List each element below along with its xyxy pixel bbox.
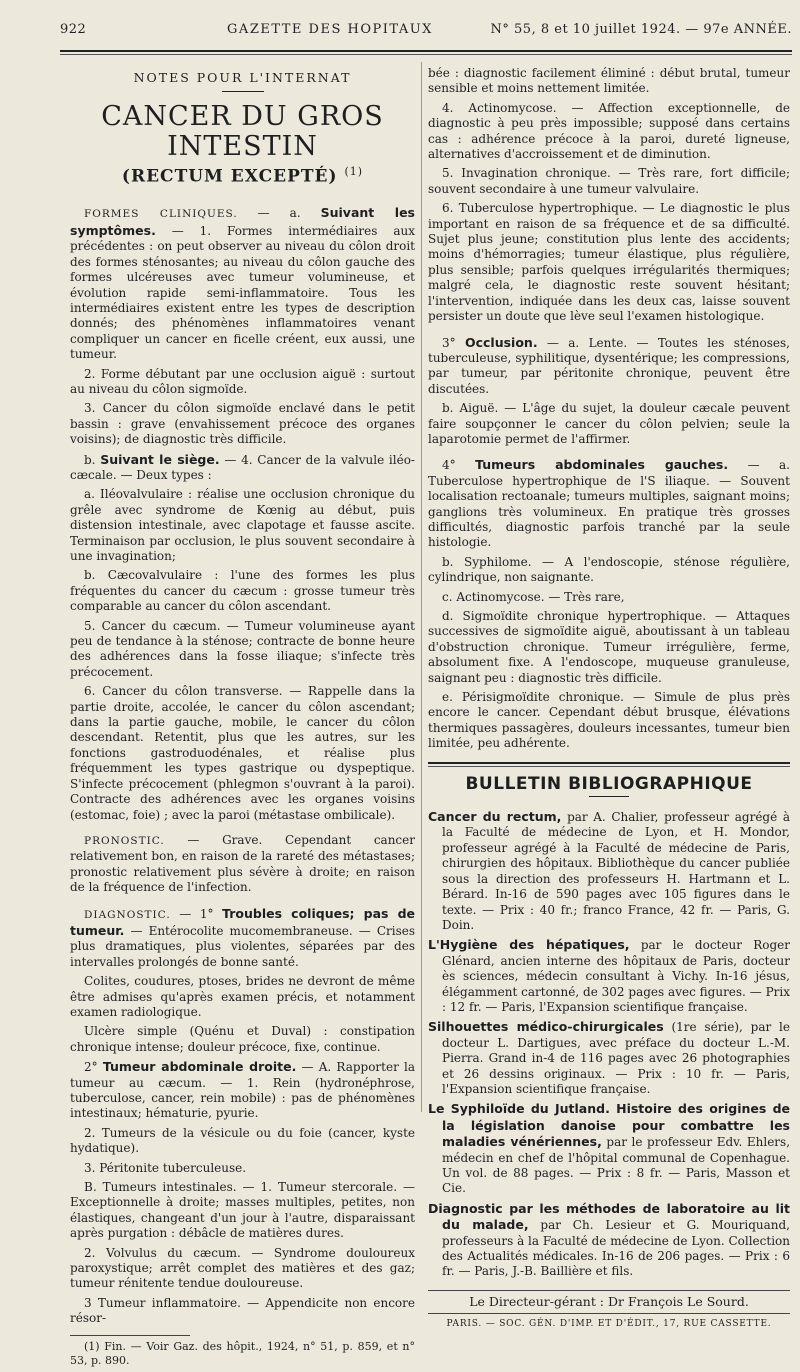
inline-lead: — 1° (170, 906, 223, 921)
biblio-heading: BULLETIN BIBLIOGRAPHIQUE (465, 773, 753, 794)
paragraph: Colites, coudures, ptoses, brides ne devront de même être admises qu'après examen précis, et notamment examen radiologique. (70, 974, 415, 1019)
paragraph-text: — Grave. Cependant cancer relativement bon, en raison de la rareté des métastases; pronostic relativement plus sévère à droite; en raison de la fréquence de l'infection. (70, 832, 415, 895)
bib-text: par A. Chalier, professeur agrégé à la Faculté de médecine de Lyon, et H. Mondor, professeur agrégé à la Faculté de médecine de Paris, chirurgien des hôpitaux. Bibliothèque du cancer publiée sous la direction des professeurs H. Hartmann et L. Bérard. In-16 de 590 pages avec 105 figures dans le texte. — Prix : 40 fr.; franco France, 42 fr. — Paris, G. Doin. (442, 810, 790, 932)
bib-title: Diagnostic par les méthodes de laboratoire au lit du malade, (428, 1200, 790, 1233)
paragraph: 3. Cancer du côlon sigmoïde enclavé dans le petit bassin : grave (envahissement précoce des organes voisins); de diagnostic très difficile. (70, 401, 415, 447)
paragraph-tumeur-droite (70, 1059, 415, 1122)
paragraph-diagnostic (70, 906, 415, 971)
article-subtitle (70, 164, 415, 188)
inline-heading: Tumeurs abdominales gauches. (475, 457, 729, 473)
footnote: (1) Fin. — Voir Gaz. des hôpit., 1924, n° 51, p. 859, et n° 53, p. 890. (70, 1339, 415, 1367)
inline-lead: — a. (237, 206, 321, 221)
left-column (70, 66, 415, 1372)
right-column (428, 66, 790, 1333)
paragraph-siege (70, 452, 415, 484)
inline-heading: Troubles coliques; pas de tumeur. (70, 905, 416, 938)
paragraph: 6. Cancer du côlon transverse. — Rappelle dans la partie droite, accolée, le cancer du côlon ascendant; dans la partie gauche, mobile, le cancer du côlon descendant. Retentit, plus que les autres, sur les fonctions gastroduodénales, et réalise plus fréquemment les types gastrique ou dyspeptique. S'infecte précocement (phlegmon s'ouvrant à la paroi). Contracte des adhérences avec les organes voisins (estomac, foie) ; avec la paroi (métastase ombilicale). (70, 684, 415, 822)
bib-entry (428, 1201, 790, 1280)
bib-text: (1re série), par le docteur L. Dartigues, avec préface du docteur L.-M. Pierra. Grand in-4 de 116 pages avec 26 photographies et 26 dessins originaux. — Prix : 10 fr. — Paris, l'Expansion scientifique française. (442, 1020, 790, 1096)
paragraph-text: — 4. Cancer de la valvule iléo-cæcale. — Deux types : (70, 452, 415, 482)
director-signature: Le Directeur-gérant : Dr François Le Sourd. (469, 1293, 749, 1309)
biblio-rule-thin (428, 766, 790, 767)
inline-heading: Suivant les symptômes. (70, 205, 415, 238)
bib-title: Le Syphiloïde du Jutland. Histoire des origines de la législation danoise pour combattre les maladies vénériennes, (428, 1101, 790, 1150)
paragraph-formes (70, 205, 415, 362)
paragraph-tumeurs-gauches (428, 457, 790, 550)
printer-line: PARIS. — SOC. GÉN. D'IMP. ET D'ÉDIT., 17, RUE CASSETTE. (428, 1313, 790, 1332)
paragraph: B. Tumeurs intestinales. — 1. Tumeur stercorale. — Exceptionnelle à droite; masses multiples, petites, non élastiques, changeant d'un jour à l'autre, disparaissant après purgation : débâcle de matières dures. (70, 1180, 415, 1241)
inline-lead: 2° (84, 1060, 103, 1075)
bib-entry (428, 809, 790, 933)
paragraph: 6. Tuberculose hypertrophique. — Le diagnostic le plus important en raison de sa fréquence et de sa difficulté. Sujet plus jeune; constitution plus lente des accidents; moins d'hémorragies; tumeur élastique, plus régulière, plus sensible; parfois quelques irrégularités thermiques; malgré cela, le diagnostic reste souvent hésitant; l'intervention, indiquée dans les deux cas, laisse souvent persister un doute que lève seul l'examen histologique. (428, 201, 790, 324)
bib-title: L'Hygiène des hépatiques, (428, 937, 630, 953)
section-label: FORMES CLINIQUES. (84, 208, 238, 221)
paragraph: e. Périsigmoïdite chronique. — Simule de plus près encore le cancer. Cependant début brusque, élévations thermiques passagères, douleurs incessantes, tumeur bien limitée, peu adhérente. (428, 690, 790, 751)
issue-info: N° 55, 8 et 10 juillet 1924. — 97e ANNÉE. (490, 22, 792, 37)
article-title: CANCER DU GROS INTESTIN (101, 101, 384, 163)
section-rubric: NOTES POUR L'INTERNAT (133, 70, 352, 85)
paragraph: d. Sigmoïdite chronique hypertrophique. — Attaques successives de sigmoïdite aiguë, aboutissant à un tableau d'obstruction chronique. Tumeur irrégulière, ferme, absolument fixe. A l'endoscope, muqueuse granuleuse, saignant peu : diagnostic très difficile. (428, 609, 790, 685)
paragraph-text: — A. Rapporter la tumeur au cæcum. — 1. Rein (hydronéphrose, tuberculose, cancer, rein mobile) : pas de phénomènes intestinaux; hématurie, pyurie. (70, 1060, 415, 1121)
inline-heading: Suivant le siège. (100, 451, 220, 467)
paragraph: 2. Tumeurs de la vésicule ou du foie (cancer, kyste hydatique). (70, 1125, 415, 1156)
paragraph-text: — a. Tuberculose hypertrophique de l'S iliaque. — Souvent localisation rectoanale; tumeurs multiples, saignant moins; ganglions très volumineux. En pratique très grosses difficultés, diagnostic parfois tranché par la seule histologie. (428, 458, 790, 550)
paragraph: 2. Forme débutant par une occlusion aiguë : surtout au niveau du côlon sigmoïde. (70, 366, 415, 396)
inline-lead: b. (84, 452, 101, 467)
signature-rule (428, 1290, 790, 1291)
paragraph: 5. Invagination chronique. — Très rare, fort difficile; souvent secondaire à une tumeur valvulaire. (428, 166, 790, 196)
inline-lead: 3° (442, 335, 465, 350)
journal-title: GAZETTE DES HOPITAUX (227, 22, 433, 37)
paragraph: 2. Volvulus du cæcum. — Syndrome douloureux paroxystique; arrêt complet des matières et des gaz; tumeur rénitente tendue douloureuse. (70, 1245, 415, 1291)
paragraph-pronostic (70, 833, 415, 896)
subtitle-text: (RECTUM EXCEPTÉ) (121, 167, 338, 188)
page-number: 922 (60, 22, 87, 37)
header-rule-thin (60, 54, 792, 55)
bib-title: Cancer du rectum, (428, 809, 562, 825)
paragraph: bée : diagnostic facilement éliminé : début brutal, tumeur sensible et moins nettement limitée. (428, 66, 790, 96)
subtitle-footnote-ref: (1) (344, 165, 364, 179)
header-rule (60, 50, 792, 52)
bib-text: par le professeur Edv. Ehlers, médecin en chef de l'hôpital communal de Copenhague. Un vol. de 88 pages. — Prix : 8 fr. — Paris, Masson et Cie. (442, 1135, 791, 1196)
paragraph-text: — 1. Formes intermédiaires aux précédentes : on peut observer au niveau du côlon droit des formes sténosantes; au niveau du côlon gauche des formes ulcéreuses avec tumeur volumineuse, et évolution rapide semi-inflammatoire. Tous les intermédiaires existent entre les types de description donnés; des phénomènes inflammatoires venant compliquer un cancer en ficelle créent, eux aussi, une tumeur. (70, 223, 415, 362)
paragraph: b. Cæcovalvulaire : l'une des formes les plus fréquentes du cancer du cæcum : grosse tumeur très comparable au cancer du côlon ascendant. (70, 568, 415, 614)
inline-lead: 4° (442, 458, 476, 473)
paragraph-text: — Entérocolite mucomembraneuse. — Crises plus dramatiques, plus violentes, séparées par des intervalles prolongés de bonne santé. (70, 923, 415, 969)
inline-heading: Occlusion. (464, 334, 538, 350)
inline-heading: Tumeur abdominale droite. (102, 1059, 297, 1075)
paragraph-text: — a. Lente. — Toutes les sténoses, tuberculeuse, syphilitique, dysentérique; les compressions, par tumeur, par péritonite chronique, peuvent être discutées. (428, 335, 790, 396)
paragraph: 3. Péritonite tuberculeuse. (84, 1160, 247, 1175)
paragraph: 5. Cancer du cæcum. — Tumeur volumineuse ayant peu de tendance à la sténose; contracte de bonne heure des adhérences dans la fosse iliaque; s'infecte très précocement. (70, 618, 415, 679)
paragraph: 4. Actinomycose. — Affection exceptionnelle, de diagnostic à peu près impossible; supposé dans certains cas : adhérence précoce à la paroi, dureté ligneuse, alternatives d'accroissement et de diminution. (428, 100, 790, 162)
paragraph: b. Syphilome. — A l'endoscopie, sténose régulière, cylindrique, non saignante. (428, 554, 790, 585)
bib-text: par le docteur Roger Glénard, ancien interne des hôpitaux de Paris, docteur ès sciences, médecin consultant à Vichy. In-16 jésus, élégamment cartonné, de 302 pages avec figures. — Prix : 12 fr. — Paris, l'Expansion scientifique française. (442, 938, 790, 1014)
paragraph: 3 Tumeur inflammatoire. — Appendicite non encore résor- (70, 1295, 415, 1326)
paragraph: b. Aiguë. — L'âge du sujet, la douleur cæcale peuvent faire soupçonner le cancer du côlon pelvien; seule la laparotomie permet de l'affirmer. (428, 401, 790, 446)
paragraph: c. Actinomycose. — Très rare, (442, 589, 625, 604)
footnote-rule (70, 1335, 190, 1336)
paragraph: a. Iléovalvulaire : réalise une occlusion chronique du grêle avec syndrome de Kœnig au début, puis distension intestinale, avec clapotage et fausse ascite. Terminaison par occlusion, le plus souvent secondaire à une invagination; (70, 487, 415, 563)
bib-entry (428, 1019, 790, 1097)
bib-title: Silhouettes médico-chirurgicales (428, 1019, 664, 1035)
section-label: PRONOSTIC. (84, 834, 165, 847)
paragraph-occlusion (428, 335, 790, 398)
bib-text: par Ch. Lesieur et G. Mouriquand, professeurs à la Faculté de médecine de Lyon. Collection des Actualités médicales. In-16 de 206 pages. — Prix : 6 fr. — Paris, J.-B. Baillière et fils. (442, 1218, 790, 1279)
column-divider (421, 62, 422, 1112)
rubric-rule (222, 91, 264, 92)
bib-entry (428, 937, 790, 1015)
biblio-rule (428, 762, 790, 764)
biblio-heading-rule (589, 796, 629, 797)
paragraph: Ulcère simple (Quénu et Duval) : constipation chronique intense; douleur précoce, fixe, continue. (70, 1024, 415, 1054)
bib-entry (428, 1101, 790, 1196)
section-label: DIAGNOSTIC. (84, 908, 171, 921)
page-header (60, 22, 792, 48)
